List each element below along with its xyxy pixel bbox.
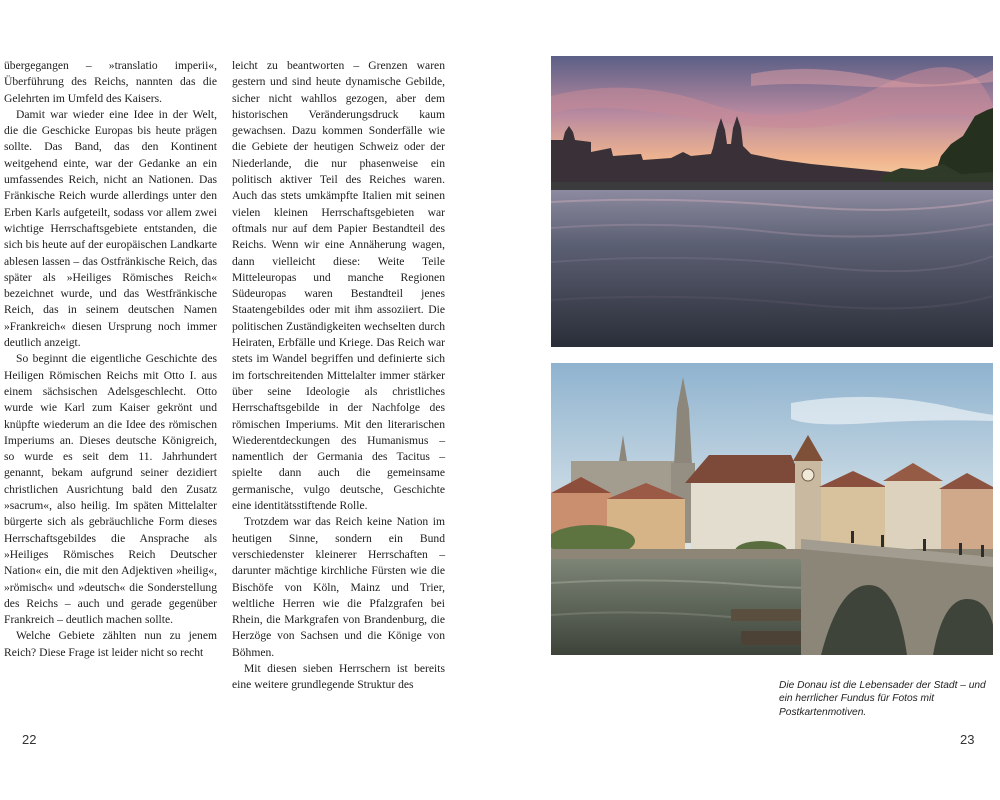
paragraph: leicht zu beantworten – Grenzen waren gestern und sind heute dynamische Gebilde, sicher nicht wahllos gezogen, aber dem historischen Veränderungsdruck kaum gewachsen. Dazu kommen Sonderfälle wie die Gebiete der heutigen Schweiz oder der Niederlande, die nur phasenweise ein politisch aktiver Teil des Reiches waren. Auch das stets umkämpfte Italien mit seinen vielen kleinen Herrschaftsgebieten war oftmals nur auf dem Papier Bestandteil des Reichs. Wenn wir eine Annäherung wagen, dann vielleicht diese: Weite Teile Mitteleuropas und manche Regionen Südeuropas waren Bestandteil jenes Staatengebildes oder mit ihm assoziiert. Die politischen Zuständigkeiten wechselten durch Heiraten, Erbfälle und Kriege. Das Reich war stets im Wandel begriffen und definierte sich im fortschreitenden Mittelalter immer stärker über seine Ideologie als christliches Herrschaftsgebilde in der Nachfolge des römischen Imperiums. Mit den literarischen Wiederentdeckungen des Humanismus – namentlich der Germania des Tacitus – spielte dann auch die gemeinsame germanische, vulgo deutsche, Geschichte eine identitätsstiftende Rolle. xyxy=(232,59,445,513)
photo-danube-sunset xyxy=(551,56,993,347)
page-number-right: 23 xyxy=(960,732,975,747)
paragraph: übergegangen – »translatio imperii«, Überführung des Reichs, nannten das die Gelehrten im Umfeld des Kaisers. xyxy=(4,59,217,105)
photo-caption: Die Donau ist die Lebensader der Stadt – und ein herrlicher Fundus für Fotos mit Postkartenmotiven. xyxy=(779,680,986,718)
text-column-2 xyxy=(232,58,445,694)
paragraph: Damit war wieder eine Idee in der Welt, die die Geschicke Europas bis heute prägen sollte. Das Band, das den Kontinent weitgehend einte, war der Gedanke an ein umfassendes Reich, nicht an Nationen. Das Fränkische Reich wurde allerdings unter den Erben Karls aufgeteilt, sodass vor allem zwei wichtige Herrschaftsgebiete entstanden, die sich bis heute auf der europäischen Landkarte ablesen lassen – das Ostfränkische Reich, das später als »Heiliges Römisches Reich« bezeichnet wurde, und das Westfränkische Reich, das in seinem deutschen Namen »Frankreich« diesen Ursprung noch immer deutlich anzeigt. xyxy=(4,107,217,350)
text-column-1 xyxy=(4,58,217,661)
paragraph: Welche Gebiete zählten nun zu jenem Reich? Diese Frage ist leider nicht so recht xyxy=(4,629,217,659)
page-number-left: 22 xyxy=(22,732,37,747)
photo-stone-bridge xyxy=(551,363,993,655)
paragraph: So beginnt die eigentliche Geschichte des Heiligen Römischen Reichs mit Otto I. aus einem sächsischen Adelsgeschlecht. Otto wurde wie Karl zum Kaiser gekrönt und knüpfte wiederum an die Idee des römischen Imperiums an. Dieses deutsche Königreich, so wurde es seit dem 11. Jahrhundert genannt, bekam aufgrund seiner dezidiert christlichen Ausrichtung bald den Zusatz »sacrum«, also heilig. Im späten Mittelalter bürgerte sich als gebräuchliche Form dieses Herrschaftsgebildes die Ansprache als »Heiliges Römisches Reich Deutscher Nation« ein, die mit den Adjektiven »heilig«, »römisch« und »deutsch« die Sonderstellung des Reichs – auch und gerade gegenüber Frankreich – deutlich machen sollte. xyxy=(4,352,217,627)
paragraph: Mit diesen sieben Herrschern ist bereits eine weitere grundlegende Struktur des xyxy=(232,661,445,692)
paragraph: Trotzdem war das Reich keine Nation im heutigen Sinne, sondern ein Bund verschiedenster kleinerer Herrschaften – darunter mächtige kirchliche Fürsten wie die Bischöfe von Köln, Mainz und Trier, weltliche Herren wie die Pfalzgrafen bei Rhein, die Markgrafen von Brandenburg, die Herzöge von Sachsen und die Könige von Böhmen. xyxy=(232,515,445,659)
